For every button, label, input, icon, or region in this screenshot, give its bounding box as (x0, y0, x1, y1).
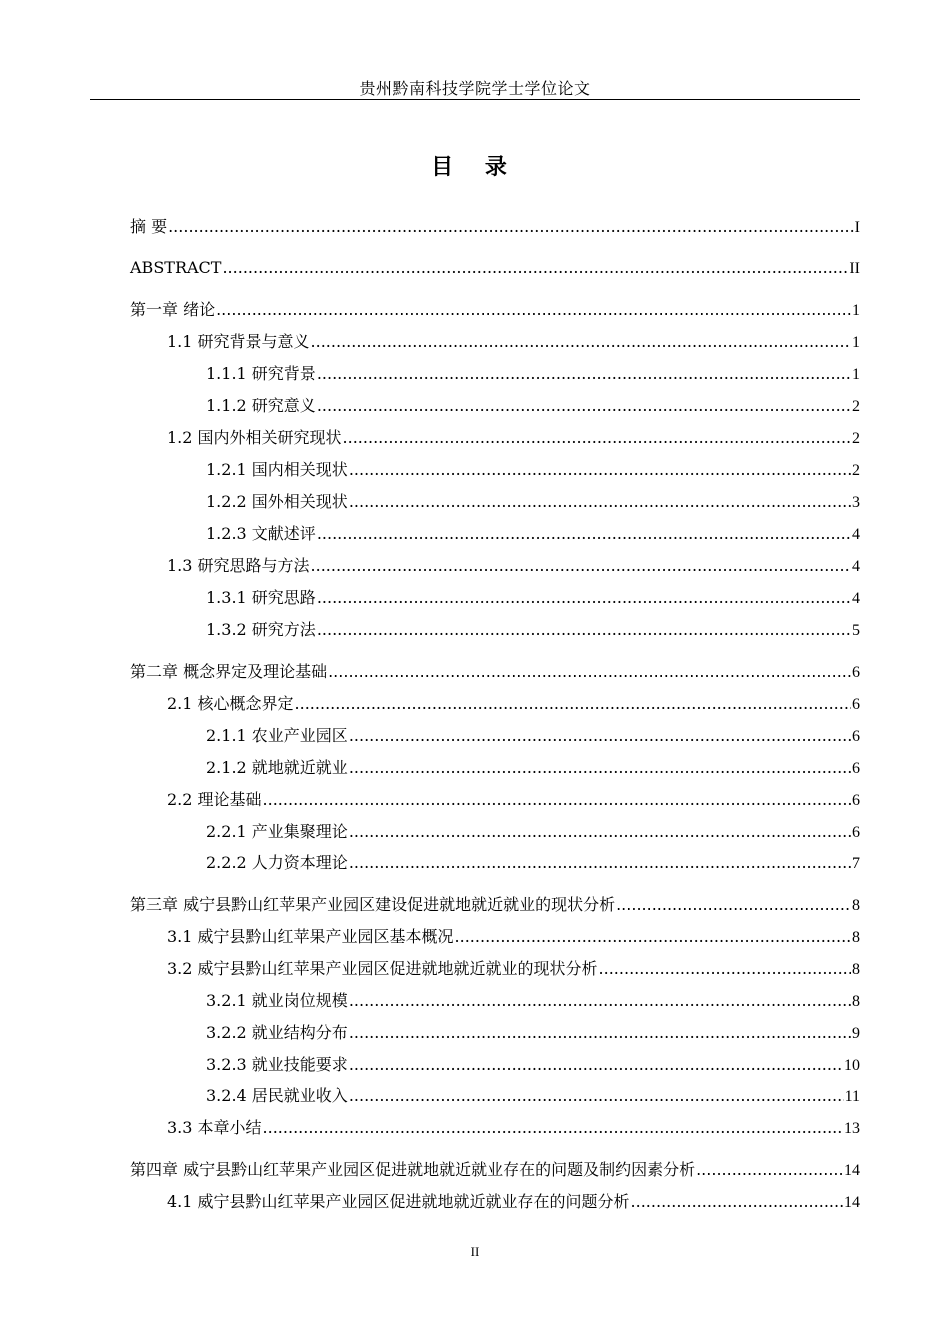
toc-leader-dots (349, 1055, 843, 1075)
toc-entry-page: 2 (852, 430, 860, 447)
toc-entry-page: 13 (844, 1120, 860, 1137)
toc-entry[interactable] (130, 790, 860, 811)
toc-leader-dots (222, 258, 848, 278)
toc-entry[interactable] (130, 822, 860, 843)
toc-entry[interactable] (130, 1192, 860, 1213)
toc-leader-dots (343, 428, 851, 448)
toc-leader-dots (317, 588, 851, 608)
toc-entry[interactable] (130, 556, 860, 577)
toc-leader-dots (599, 959, 851, 979)
toc-entry-title: 1.3 研究思路与方法 (167, 556, 310, 575)
toc-leader-dots (349, 460, 851, 480)
toc-leader-dots (349, 822, 851, 842)
toc-entry-title: 第一章 绪论 (130, 300, 216, 319)
toc-entry-page: 4 (852, 590, 860, 607)
toc-leader-dots (349, 1086, 844, 1106)
toc-entry-title: 3.2.1 就业岗位规模 (206, 991, 348, 1010)
toc-entry-title: 3.1 威宁县黔山红苹果产业园区基本概况 (167, 927, 454, 946)
toc-leader-dots (349, 492, 851, 512)
toc-entry[interactable] (130, 428, 860, 449)
toc-entry[interactable] (130, 726, 860, 747)
toc-entry-title: 3.2 威宁县黔山红苹果产业园区促进就地就近就业的现状分析 (167, 959, 598, 978)
toc-entry-title: 1.1 研究背景与意义 (167, 332, 310, 351)
toc-entry-title: 3.2.3 就业技能要求 (206, 1055, 348, 1074)
toc-entry-title: 3.2.4 居民就业收入 (206, 1086, 348, 1105)
toc-entry-page: 4 (852, 526, 860, 543)
toc-entry[interactable] (130, 758, 860, 779)
toc-entry-title: 2.2 理论基础 (167, 790, 262, 809)
toc-entry-page: 5 (852, 622, 860, 639)
toc-entry-page: 4 (852, 558, 860, 575)
toc-entry-title: 1.2.2 国外相关现状 (206, 492, 348, 511)
toc-leader-dots (295, 694, 851, 714)
toc-entry[interactable] (130, 1055, 860, 1076)
toc-entry-page: 14 (844, 1162, 860, 1179)
toc-leader-dots (311, 332, 851, 352)
toc-entry-title: 4.1 威宁县黔山红苹果产业园区促进就地就近就业存在的问题分析 (167, 1192, 630, 1211)
toc-entry[interactable] (130, 492, 860, 513)
toc-entry-title: 2.2.2 人力资本理论 (206, 853, 348, 872)
page-title: 目 录 (431, 155, 519, 180)
toc-entry[interactable] (130, 620, 860, 641)
toc-entry-title: 1.1.2 研究意义 (206, 396, 316, 415)
toc-entry-page: 6 (852, 696, 860, 713)
toc-entry[interactable] (130, 1023, 860, 1044)
toc-entry-page: 2 (852, 462, 860, 479)
toc-leader-dots (696, 1160, 843, 1180)
page-header: 贵州黔南科技学院学士学位论文 (359, 79, 591, 98)
toc-leader-dots (311, 556, 851, 576)
toc-entry-title: 第四章 威宁县黔山红苹果产业园区促进就地就近就业存在的问题及制约因素分析 (130, 1160, 696, 1179)
toc-leader-dots (263, 1118, 843, 1138)
toc-leader-dots (349, 726, 851, 746)
toc-leader-dots (216, 300, 851, 320)
toc-entry[interactable] (130, 588, 860, 609)
toc-leader-dots (349, 758, 851, 778)
header-rule (90, 99, 860, 100)
toc-leader-dots (168, 217, 854, 237)
toc-leader-dots (317, 396, 851, 416)
toc-entry[interactable] (130, 300, 860, 321)
toc-entry-page: 6 (852, 664, 860, 681)
toc-entry-page: 11 (844, 1088, 860, 1105)
toc-entry-page: 9 (852, 1025, 860, 1042)
toc-entry[interactable] (130, 694, 860, 715)
toc-entry-title: 1.2.3 文献述评 (206, 524, 316, 543)
toc-entry-page: II (849, 260, 860, 277)
toc-leader-dots (317, 524, 851, 544)
toc-leader-dots (349, 853, 851, 873)
toc-entry-title: 1.1.1 研究背景 (206, 364, 316, 383)
toc-entry[interactable] (130, 991, 860, 1012)
toc-entry[interactable] (130, 662, 860, 683)
toc-entry-page: 2 (852, 398, 860, 415)
toc-leader-dots (616, 895, 851, 915)
toc-entry-page: 6 (852, 824, 860, 841)
toc-entry-title: 3.3 本章小结 (167, 1118, 262, 1137)
toc-entry-title: 2.1.1 农业产业园区 (206, 726, 348, 745)
toc-entry[interactable] (130, 364, 860, 385)
toc-entry-page: 8 (852, 993, 860, 1010)
toc-entry-title: 第三章 威宁县黔山红苹果产业园区建设促进就地就近就业的现状分析 (130, 895, 616, 914)
toc-entry-page: 8 (852, 897, 860, 914)
toc-entry-title: 2.1 核心概念界定 (167, 694, 294, 713)
toc-entry[interactable] (130, 258, 860, 279)
toc-entry-title: 1.2.1 国内相关现状 (206, 460, 348, 479)
toc-entry-page: 6 (852, 728, 860, 745)
toc-entry-page: 6 (852, 792, 860, 809)
toc-entry-title: 2.1.2 就地就近就业 (206, 758, 348, 777)
toc-leader-dots (455, 927, 851, 947)
toc-entry-title: ABSTRACT (130, 258, 222, 277)
toc-entry-page: 8 (852, 961, 860, 978)
toc-entry-title: 1.2 国内外相关研究现状 (167, 428, 342, 447)
toc-entry-title: 摘 要 (130, 217, 168, 236)
toc-entry-page: 1 (852, 366, 860, 383)
toc-leader-dots (317, 620, 851, 640)
toc-entry[interactable] (130, 332, 860, 353)
toc-entry-page: 1 (852, 302, 860, 319)
toc-leader-dots (631, 1192, 843, 1212)
toc-entry[interactable] (130, 460, 860, 481)
toc-entry-page: 14 (844, 1194, 860, 1211)
toc-entry-page: 6 (852, 760, 860, 777)
toc-entry[interactable] (130, 895, 860, 916)
toc-entry-page: I (854, 219, 860, 236)
toc-entry-title: 2.2.1 产业集聚理论 (206, 822, 348, 841)
toc-entry[interactable] (130, 959, 860, 980)
toc-entry[interactable] (130, 217, 860, 238)
toc-entry[interactable] (130, 396, 860, 417)
toc-leader-dots (328, 662, 851, 682)
toc-leader-dots (317, 364, 851, 384)
toc-entry-title: 3.2.2 就业结构分布 (206, 1023, 348, 1042)
toc-entry-title: 1.3.1 研究思路 (206, 588, 316, 607)
toc-entry[interactable] (130, 524, 860, 545)
toc-entry[interactable] (130, 853, 860, 874)
toc-entry[interactable] (130, 1160, 860, 1181)
toc-entry-title: 第二章 概念界定及理论基础 (130, 662, 328, 681)
toc-entry-page: 7 (852, 855, 860, 872)
toc-leader-dots (263, 790, 851, 810)
toc-entry-page: 3 (852, 494, 860, 511)
toc-entry-page: 10 (844, 1057, 860, 1074)
toc-leader-dots (349, 991, 851, 1011)
toc-entry[interactable] (130, 927, 860, 948)
toc-entry-page: 1 (852, 334, 860, 351)
toc-entry[interactable] (130, 1086, 860, 1107)
toc-leader-dots (349, 1023, 851, 1043)
toc-entry-title: 1.3.2 研究方法 (206, 620, 316, 639)
toc-entry-page: 8 (852, 929, 860, 946)
toc-entry[interactable] (130, 1118, 860, 1139)
footer-page-number: II (470, 1244, 480, 1259)
